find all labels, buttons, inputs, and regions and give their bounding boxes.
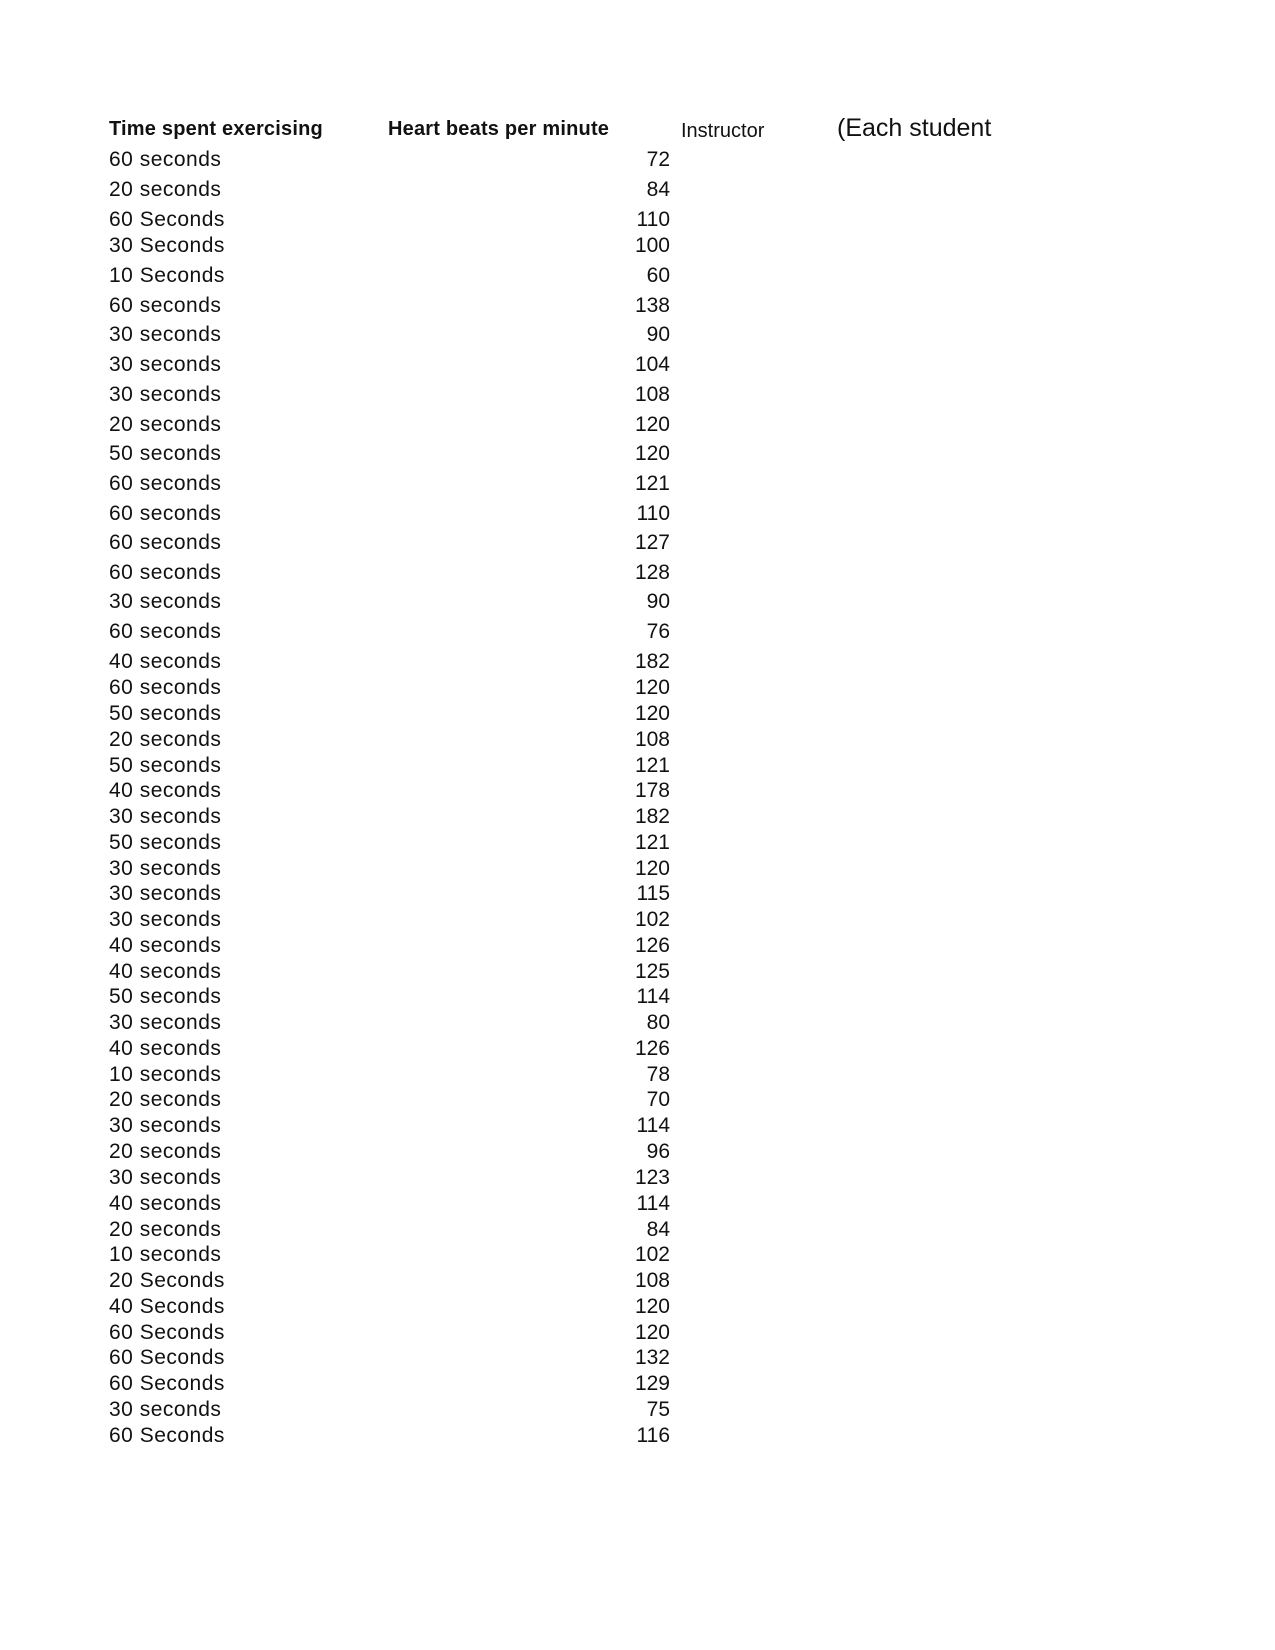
- cell-time-spent: 60 seconds: [109, 472, 222, 495]
- table-row: [0, 1243, 1275, 1269]
- cell-time-spent: 30 seconds: [109, 323, 222, 346]
- cell-heart-beats: 90: [646, 323, 670, 346]
- cell-time-spent: 50 seconds: [109, 442, 222, 465]
- cell-time-spent: 20 seconds: [109, 1140, 222, 1163]
- column-header-note: (Each student: [837, 114, 992, 142]
- cell-time-spent: 40 seconds: [109, 1192, 222, 1215]
- cell-time-spent: 60 Seconds: [109, 1424, 225, 1447]
- cell-time-spent: 30 seconds: [109, 353, 222, 376]
- table-row: [0, 234, 1275, 260]
- cell-heart-beats: 114: [636, 1114, 670, 1137]
- table-row: [0, 294, 1275, 320]
- cell-time-spent: 40 seconds: [109, 779, 222, 802]
- table-row: [0, 676, 1275, 702]
- cell-heart-beats: 96: [646, 1140, 670, 1163]
- table-row: [0, 1346, 1275, 1372]
- cell-time-spent: 40 seconds: [109, 650, 222, 673]
- table-row: [0, 1269, 1275, 1295]
- table-row: [0, 650, 1275, 676]
- table-row: [0, 502, 1275, 528]
- table-row: [0, 1088, 1275, 1114]
- table-row: [0, 1140, 1275, 1166]
- table-row: [0, 472, 1275, 498]
- cell-heart-beats: 104: [634, 353, 670, 376]
- table-row: [0, 531, 1275, 557]
- cell-heart-beats: 102: [634, 908, 670, 931]
- cell-heart-beats: 116: [636, 1424, 670, 1447]
- cell-heart-beats: 120: [634, 857, 670, 880]
- cell-time-spent: 50 seconds: [109, 754, 222, 777]
- cell-time-spent: 60 seconds: [109, 620, 222, 643]
- cell-time-spent: 40 Seconds: [109, 1295, 225, 1318]
- cell-heart-beats: 138: [634, 294, 670, 317]
- cell-heart-beats: 120: [634, 1321, 670, 1344]
- table-row: [0, 561, 1275, 587]
- cell-time-spent: 20 Seconds: [109, 1269, 225, 1292]
- cell-heart-beats: 80: [646, 1011, 670, 1034]
- cell-time-spent: 20 seconds: [109, 413, 222, 436]
- cell-heart-beats: 120: [634, 676, 670, 699]
- column-header-heart-beats: Heart beats per minute: [388, 118, 610, 140]
- table-row: [0, 960, 1275, 986]
- table-row: [0, 728, 1275, 754]
- table-row: [0, 1166, 1275, 1192]
- cell-time-spent: 60 seconds: [109, 676, 222, 699]
- cell-heart-beats: 108: [634, 1269, 670, 1292]
- cell-heart-beats: 114: [636, 1192, 670, 1215]
- table-row: [0, 1398, 1275, 1424]
- cell-heart-beats: 102: [634, 1243, 670, 1266]
- table-row: [0, 1114, 1275, 1140]
- table-row: [0, 805, 1275, 831]
- cell-time-spent: 30 seconds: [109, 805, 222, 828]
- cell-time-spent: 20 seconds: [109, 1088, 222, 1111]
- cell-time-spent: 40 seconds: [109, 934, 222, 957]
- cell-time-spent: 50 seconds: [109, 985, 222, 1008]
- table-row: [0, 590, 1275, 616]
- cell-time-spent: 60 Seconds: [109, 1321, 225, 1344]
- cell-heart-beats: 126: [634, 1037, 670, 1060]
- cell-time-spent: 30 seconds: [109, 908, 222, 931]
- table-row: [0, 1192, 1275, 1218]
- table-row: [0, 754, 1275, 780]
- table-row: [0, 779, 1275, 805]
- table-row: [0, 1011, 1275, 1037]
- table-row: [0, 148, 1275, 174]
- column-header-time: Time spent exercising: [109, 118, 323, 140]
- cell-time-spent: 10 Seconds: [109, 264, 225, 287]
- cell-time-spent: 50 seconds: [109, 831, 222, 854]
- cell-time-spent: 30 seconds: [109, 882, 222, 905]
- cell-heart-beats: 84: [646, 1218, 670, 1241]
- table-row: [0, 1424, 1275, 1450]
- table-row: [0, 1295, 1275, 1321]
- cell-heart-beats: 120: [634, 442, 670, 465]
- table-row: [0, 353, 1275, 379]
- cell-time-spent: 60 seconds: [109, 531, 222, 554]
- cell-heart-beats: 114: [636, 985, 670, 1008]
- table-row: [0, 264, 1275, 290]
- table-row: [0, 413, 1275, 439]
- table-row: [0, 908, 1275, 934]
- table-row: [0, 1063, 1275, 1089]
- cell-heart-beats: 121: [634, 754, 670, 777]
- cell-heart-beats: 182: [634, 805, 670, 828]
- cell-heart-beats: 132: [634, 1346, 670, 1369]
- table-row: [0, 323, 1275, 349]
- cell-heart-beats: 121: [634, 831, 670, 854]
- cell-heart-beats: 123: [634, 1166, 670, 1189]
- cell-heart-beats: 110: [636, 502, 670, 525]
- cell-time-spent: 30 seconds: [109, 1114, 222, 1137]
- cell-heart-beats: 100: [634, 234, 670, 257]
- cell-time-spent: 50 seconds: [109, 702, 222, 725]
- cell-heart-beats: 120: [634, 1295, 670, 1318]
- cell-time-spent: 60 Seconds: [109, 1372, 225, 1395]
- cell-heart-beats: 110: [636, 208, 670, 231]
- column-header-instructor: Instructor: [681, 120, 765, 142]
- cell-heart-beats: 129: [634, 1372, 670, 1395]
- cell-time-spent: 40 seconds: [109, 960, 222, 983]
- table-row: [0, 831, 1275, 857]
- table-row: [0, 985, 1275, 1011]
- cell-heart-beats: 126: [634, 934, 670, 957]
- cell-heart-beats: 127: [634, 531, 670, 554]
- cell-time-spent: 20 seconds: [109, 728, 222, 751]
- cell-time-spent: 20 seconds: [109, 1218, 222, 1241]
- cell-time-spent: 30 Seconds: [109, 234, 225, 257]
- cell-time-spent: 30 seconds: [109, 1398, 222, 1421]
- cell-heart-beats: 72: [646, 148, 670, 171]
- cell-time-spent: 30 seconds: [109, 1011, 222, 1034]
- cell-heart-beats: 78: [646, 1063, 670, 1086]
- cell-heart-beats: 120: [634, 702, 670, 725]
- cell-time-spent: 60 seconds: [109, 148, 222, 171]
- cell-heart-beats: 70: [646, 1088, 670, 1111]
- table-row: [0, 702, 1275, 728]
- cell-heart-beats: 75: [646, 1398, 670, 1421]
- cell-time-spent: 60 Seconds: [109, 1346, 225, 1369]
- cell-time-spent: 30 seconds: [109, 857, 222, 880]
- cell-heart-beats: 60: [646, 264, 670, 287]
- table-row: [0, 442, 1275, 468]
- table-row: [0, 1037, 1275, 1063]
- cell-time-spent: 60 seconds: [109, 561, 222, 584]
- table-row: [0, 934, 1275, 960]
- cell-heart-beats: 115: [636, 882, 670, 905]
- cell-time-spent: 60 Seconds: [109, 208, 225, 231]
- cell-time-spent: 30 seconds: [109, 383, 222, 406]
- cell-time-spent: 10 seconds: [109, 1063, 222, 1086]
- cell-time-spent: 40 seconds: [109, 1037, 222, 1060]
- table-row: [0, 620, 1275, 646]
- table-row: [0, 208, 1275, 234]
- table-row: [0, 1321, 1275, 1347]
- cell-heart-beats: 108: [634, 728, 670, 751]
- cell-heart-beats: 121: [634, 472, 670, 495]
- table-row: [0, 178, 1275, 204]
- cell-time-spent: 20 seconds: [109, 178, 222, 201]
- cell-heart-beats: 182: [634, 650, 670, 673]
- table-row: [0, 383, 1275, 409]
- cell-heart-beats: 128: [634, 561, 670, 584]
- table-row: [0, 1372, 1275, 1398]
- cell-time-spent: 30 seconds: [109, 1166, 222, 1189]
- cell-time-spent: 30 seconds: [109, 590, 222, 613]
- cell-heart-beats: 84: [646, 178, 670, 201]
- cell-heart-beats: 76: [646, 620, 670, 643]
- cell-time-spent: 60 seconds: [109, 502, 222, 525]
- table-row: [0, 1218, 1275, 1244]
- table-row: [0, 857, 1275, 883]
- cell-time-spent: 60 seconds: [109, 294, 222, 317]
- cell-heart-beats: 178: [634, 779, 670, 802]
- cell-heart-beats: 108: [634, 383, 670, 406]
- table-row: [0, 882, 1275, 908]
- cell-heart-beats: 125: [634, 960, 670, 983]
- cell-heart-beats: 90: [646, 590, 670, 613]
- cell-time-spent: 10 seconds: [109, 1243, 222, 1266]
- cell-heart-beats: 120: [634, 413, 670, 436]
